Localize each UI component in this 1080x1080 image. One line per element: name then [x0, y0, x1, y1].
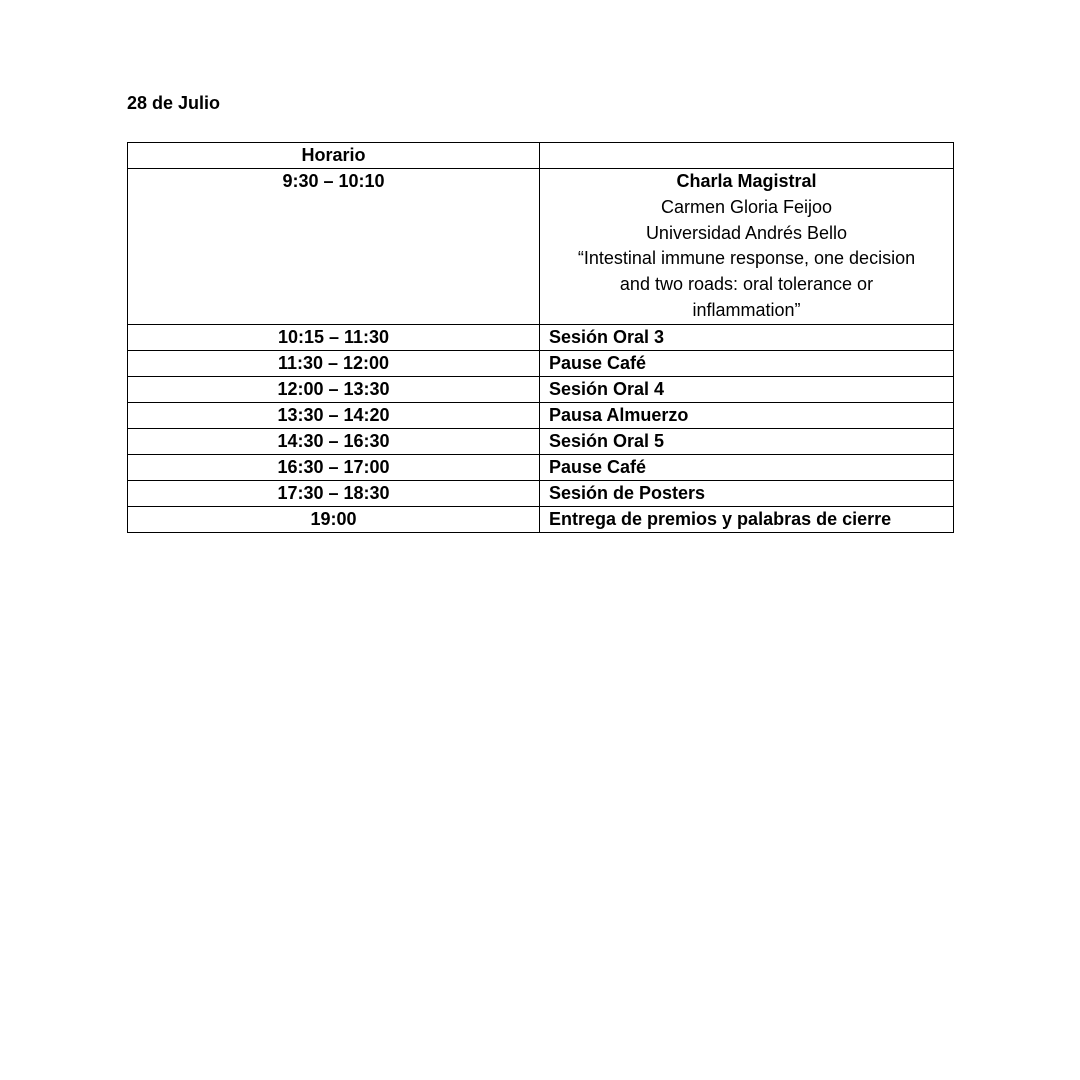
time-cell: 14:30 – 16:30	[128, 428, 540, 454]
time-cell: 12:00 – 13:30	[128, 376, 540, 402]
event-cell: Sesión Oral 3	[540, 324, 954, 350]
event-cell: Pause Café	[540, 454, 954, 480]
event-cell: Sesión Oral 4	[540, 376, 954, 402]
keynote-talk-line: and two roads: oral tolerance or	[619, 274, 874, 295]
table-row	[128, 350, 954, 376]
table-header-row	[128, 143, 954, 169]
keynote-institution: Universidad Andrés Bello	[645, 222, 848, 243]
table-row	[128, 506, 954, 532]
event-cell: Entrega de premios y palabras de cierre	[540, 506, 954, 532]
keynote-title: Charla Magistral	[676, 171, 817, 191]
table-row	[128, 454, 954, 480]
time-cell: 10:15 – 11:30	[128, 324, 540, 350]
keynote-cell	[540, 169, 954, 325]
keynote-speaker: Carmen Gloria Feijoo	[660, 196, 833, 217]
table-row-keynote	[128, 169, 954, 325]
time-cell: 13:30 – 14:20	[128, 402, 540, 428]
schedule-table	[127, 142, 954, 533]
keynote-talk-line: inflammation”	[692, 299, 801, 320]
time-cell: 16:30 – 17:00	[128, 454, 540, 480]
time-cell: 9:30 – 10:10	[128, 169, 540, 325]
time-cell: 17:30 – 18:30	[128, 480, 540, 506]
time-cell: 19:00	[128, 506, 540, 532]
page-heading: 28 de Julio	[127, 93, 221, 113]
event-cell: Sesión de Posters	[540, 480, 954, 506]
table-row	[128, 428, 954, 454]
table-row	[128, 324, 954, 350]
time-cell: 11:30 – 12:00	[128, 350, 540, 376]
table-row	[128, 480, 954, 506]
event-cell: Pause Café	[540, 350, 954, 376]
event-cell: Pausa Almuerzo	[540, 402, 954, 428]
table-row	[128, 402, 954, 428]
column-header-horario: Horario	[128, 143, 540, 169]
column-header-event	[540, 143, 954, 169]
table-row	[128, 376, 954, 402]
keynote-talk-line: “Intestinal immune response, one decision	[577, 248, 916, 269]
event-cell: Sesión Oral 5	[540, 428, 954, 454]
